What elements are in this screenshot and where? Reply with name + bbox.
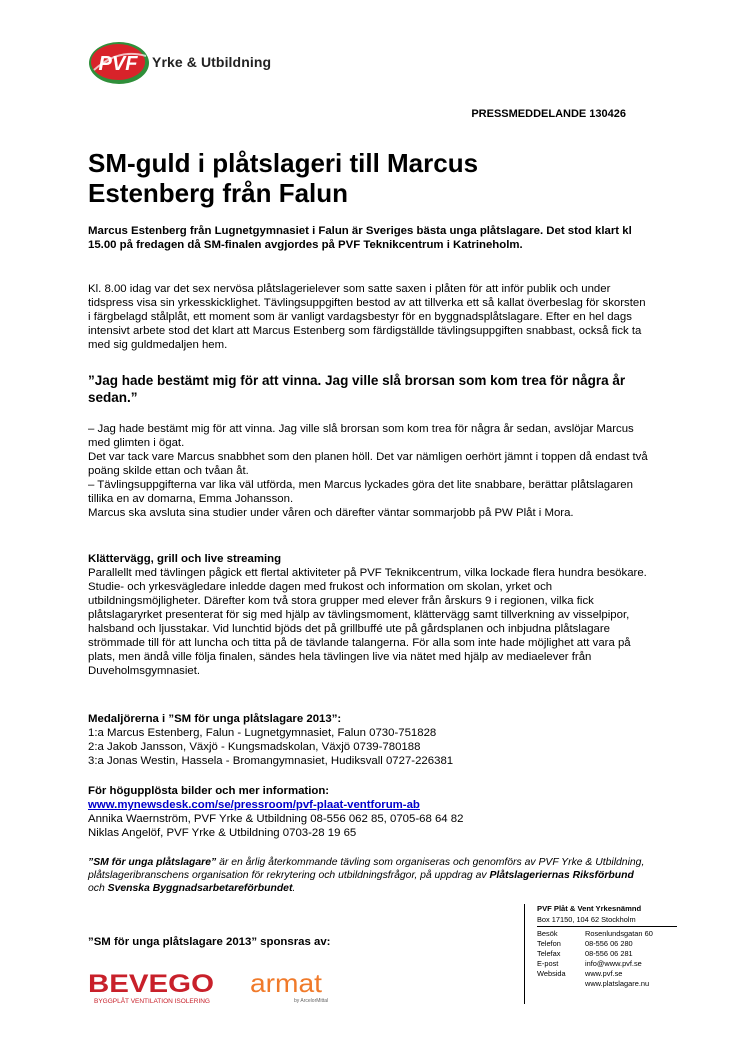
section-activities — [88, 552, 648, 678]
contact-value: www.platslagare.nu — [585, 979, 650, 988]
pull-quote: ”Jag hade bestämt mig för att vinna. Jag ville slå brorsan som kom trea för några år sedan.” — [88, 373, 626, 405]
contact-key: E-post — [537, 959, 559, 968]
section-info — [88, 784, 648, 840]
contact-key: Besök — [537, 929, 558, 938]
contact-row — [537, 949, 677, 959]
article-title — [88, 148, 648, 208]
armat-logo — [250, 968, 340, 1006]
contact-key: Websida — [537, 969, 566, 978]
contact-key: Telefon — [537, 939, 561, 948]
footer-note-bold: Svenska Byggnadsarbetareförbundet — [107, 883, 293, 894]
contact-line: Annika Waernström, PVF Yrke & Utbildning 08-556 062 85, 0705-68 64 82 — [88, 813, 464, 825]
contact-value: Rosenlundsgatan 60 — [585, 929, 653, 938]
footer-note-bold: Plåtslageriernas Riksförbund — [489, 870, 634, 881]
contact-value: 08-556 06 280 — [585, 939, 633, 948]
paragraph-2-line: – Jag hade bestämt mig för att vinna. Jag ville slå brorsan som kom trea för några år sedan, avslöjar Marcus med glimten i ögat. — [88, 423, 634, 449]
armat-name: armat — [250, 968, 323, 998]
bevego-tagline: BYGGPLÅT VENTILATION ISOLERING — [94, 998, 209, 1005]
contact-key — [537, 979, 585, 989]
contact-row — [537, 939, 677, 949]
medal-row: 3:a Jonas Westin, Hassela - Bromangymnasiet, Hudiksvall 0727-226381 — [88, 755, 454, 767]
logo-mark-text: PVF — [98, 53, 138, 75]
contact-value: 08-556 06 281 — [585, 949, 633, 958]
bevego-logo — [88, 970, 218, 1006]
contact-row — [537, 979, 677, 989]
contact-value: www.pvf.se — [585, 969, 623, 978]
paragraph-2-line: – Tävlingsuppgifterna var lika väl utförda, men Marcus lyckades göra det lite snabbare, berättar plåtslagaren tillika en av domarna, Emma Johansson. — [88, 479, 633, 505]
section-heading: Klättervägg, grill och live streaming — [88, 553, 282, 565]
footer-note-text: . — [292, 883, 296, 894]
medal-row: 1:a Marcus Estenberg, Falun - Lugnetgymnasiet, Falun 0730-751828 — [88, 727, 437, 739]
paragraph-2 — [88, 422, 648, 520]
info-heading: För högupplösta bilder och mer information: — [88, 785, 330, 797]
paragraph-2-line: Marcus ska avsluta sina studier under våren och därefter väntar sommarjobb på PW Plåt i Mora. — [88, 507, 574, 519]
paragraph-3: Parallellt med tävlingen pågick ett flertal aktiviteter på PVF Teknikcentrum, vilka lockade flera hundra besökare. Studie- och yrkesvägledare inledde dagen med frukost och information om skolan, yrket och utbildningsmöjligheter. Därefter kom två stora grupper med elever från årskurs 9 i regionen, vilka fick plåtslagaryrket presenterat för sig med hjälp av tävlingsmoment, klättervägg samt tillverkning av visselpipor, halsband och ljusstakar. Vid lunchtid bjöds det på grillbuffé ute på gårdsplanen och inbjudna plåtslagare strömmade till för att luncha och titta på de tävlande talangerna. För alla som inte hade möjlighet att vara på plats, men ändå ville följa finalen, sändes hela tävlingen live via nätet med hjälp av mediaelever från Duveholmsgymnasiet. — [88, 567, 647, 677]
contact-value: info@www.pvf.se — [585, 959, 642, 968]
contact-org: PVF Plåt & Vent Yrkesnämnd — [537, 904, 642, 913]
logo-text: Yrke & Utbildning — [152, 54, 272, 70]
footer-note — [88, 856, 648, 895]
footer-note-text: och — [88, 883, 108, 894]
paragraph-1: Kl. 8.00 idag var det sex nervösa plåtslagerielever som satte saxen i plåten för att inför publik och under tidspress visa sin yrkesskicklighet. Tävlingsuppgiften bestod av att tillverka ett så kallat överbeslag för skorsten i färgbelagd stålplåt, ett moment som är vanligt vardagsbestyr för en byggnadsplåtslagare. Efter en hel dags intensivt arbete stod det klart att Marcus Estenberg som färdigställde tävlingsuppgiften snabbast, också fick ta med sig guldmedaljen hem. — [88, 283, 646, 351]
bevego-name: BEVEGO — [88, 970, 214, 998]
contact-row — [537, 959, 677, 969]
armat-tagline: by ArcelorMittal — [294, 998, 329, 1004]
newsroom-link[interactable]: www.mynewsdesk.com/se/pressroom/pvf-plaat-ventforum-ab — [88, 799, 420, 811]
contact-key: Telefax — [537, 949, 561, 958]
contact-box — [524, 904, 677, 1004]
contact-row — [537, 929, 677, 939]
title-line-2: Estenberg från Falun — [88, 178, 349, 208]
footer-note-text: är en årlig återkommande tävling som organiseras och genomförs av PVF Yrke & Utbildning, plåtslageribranschens organisation för rekrytering och utbildningsfrågor, på uppdrag av — [88, 857, 645, 881]
press-release-label: PRESSMEDDELANDE 130426 — [471, 108, 626, 120]
contact-line: Niklas Angelöf, PVF Yrke & Utbildning 0703-28 19 65 — [88, 827, 357, 839]
sponsors-heading: ”SM för unga plåtslagare 2013” sponsras av: — [88, 936, 331, 948]
pvf-logo-mark — [88, 40, 152, 86]
lead-paragraph: Marcus Estenberg från Lugnetgymnasiet i Falun är Sveriges bästa unga plåtslagare. Det stod klart kl 15.00 på fredagen då SM-finalen avgjordes på PVF Teknikcentrum i Katrineholm. — [88, 225, 632, 251]
medals-heading: Medaljörerna i ”SM för unga plåtslagare 2013”: — [88, 713, 342, 725]
contact-address: Box 17150, 104 62 Stockholm — [537, 915, 677, 927]
medal-row: 2:a Jakob Jansson, Växjö - Kungsmadskolan, Växjö 0739-780188 — [88, 741, 421, 753]
section-medals — [88, 712, 648, 768]
paragraph-2-line: Det var tack vare Marcus snabbhet som den planen höll. Det var nämligen oerhört jämnt i toppen då endast två poäng skilde ettan och tvåan åt. — [88, 451, 648, 477]
footer-note-bold: ”SM för unga plåtslagare” — [88, 857, 217, 868]
contact-row — [537, 969, 677, 979]
title-line-1: SM-guld i plåtslageri till Marcus — [88, 148, 479, 178]
